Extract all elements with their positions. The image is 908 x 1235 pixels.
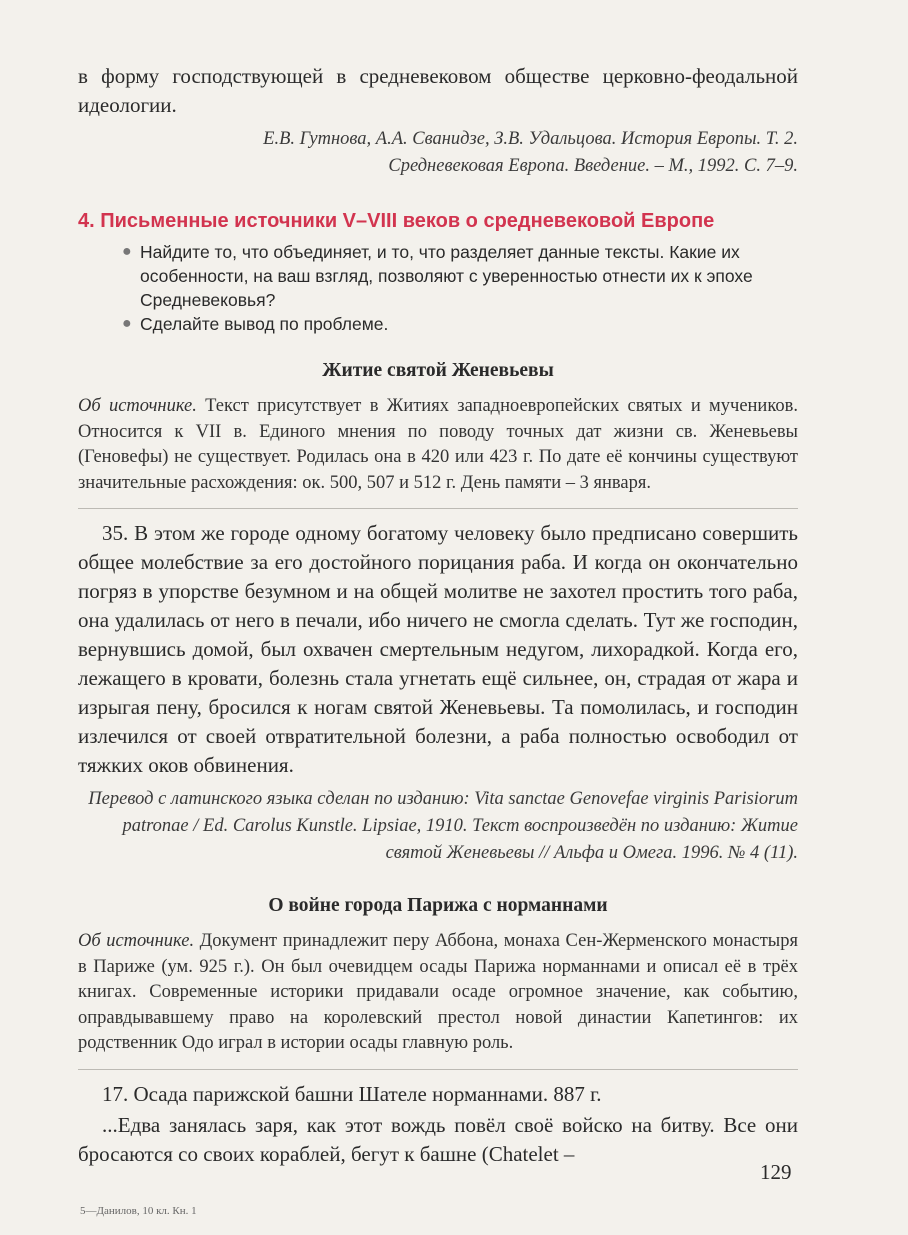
task-text: Сделайте вывод по проблеме.	[140, 314, 389, 334]
source2-about	[78, 929, 798, 1057]
section-heading: 4. Письменные источники V–VIII веков о средневековой Европе	[78, 210, 715, 232]
source2-title: О войне города Парижа с норманнами	[268, 895, 608, 916]
source1-about-lead: Об источнике.	[78, 396, 197, 416]
bullet-icon: ●	[122, 243, 132, 260]
task-item	[122, 240, 798, 312]
footer-note: 5—Данилов, 10 кл. Кн. 1	[80, 1205, 197, 1217]
divider	[78, 508, 798, 509]
intro-citation-line1: Е.В. Гутнова, А.А. Сванидзе, З.В. Удальцова. История Европы. Т. 2.	[263, 129, 798, 149]
divider	[78, 1069, 798, 1070]
source1-about	[78, 394, 798, 496]
source1-citation: Перевод с латинского языка сделан по изданию: Vita sanctae Genovefae virginis Parisiorum patronae / Ed. Carolus Kunstle. Lipsiae, 1910. Текст воспроизведён по изданию: Житие святой Женевьевы // Альфа и Омега. 1996. № 4 (11).	[88, 789, 798, 863]
source2-subheading: 17. Осада парижской башни Шателе норманнами. 887 г.	[102, 1081, 602, 1106]
source2-about-lead: Об источнике.	[78, 931, 195, 951]
task-text: Найдите то, что объединяет, и то, что разделяет данные тексты. Какие их особенности, на ваш взгляд, позволяют с уверенностью отнести их к эпохе Средневековья?	[140, 242, 753, 310]
intro-citation-line2: Средневековая Европа. Введение. – М., 1992. С. 7–9.	[388, 156, 798, 176]
source2-about-text: Документ принадлежит перу Аббона, монаха Сен-Жерменского монастыря в Париже (ум. 925 г.). Он был очевидцем осады Парижа норманнами и описал её в трёх книгах. Современные историки придавали осаде огромное значение, как событию, оправдывавшему право на королевский престол новой династии Капетингов: их родственник Одо играл в истории осады главную роль.	[78, 931, 798, 1053]
page-number: 129	[760, 1160, 792, 1184]
bullet-icon: ●	[122, 315, 132, 332]
page-content	[78, 62, 798, 1169]
source2-paragraph: ...Едва занялась заря, как этот вождь повёл своё войско на битву. Все они бросаются со своих кораблей, бегут к башне (Chatelet –	[78, 1112, 798, 1166]
source1-title: Житие святой Женевьевы	[322, 360, 554, 381]
intro-text: в форму господствующей в средневековом обществе церковно-феодальной идеологии.	[78, 64, 798, 117]
source1-about-text: Текст присутствует в Житиях западноевропейских святых и мучеников. Относится к VII в. Единого мнения по поводу точных дат жизни св. Женевьевы (Геновефы) не существует. Родилась она в 420 или 423 г. По дате её кончины существуют значительные расхождения: ок. 500, 507 и 512 г. День памяти – 3 января.	[78, 396, 798, 493]
intro-citation	[78, 126, 798, 180]
task-list	[122, 240, 798, 336]
source1-paragraph: 35. В этом же городе одному богатому человеку было предписано совершить общее молебствие за его достойного порицания раба. И когда он окончательно погряз в упорстве безумном и на общей молитве не захотел простить того раба, она удалилась от него в печали, ибо ничего не смогла сделать. Тут же господин, вернувшись домой, был охвачен смертельным недугом, лихорадкой. Когда его, лежащего в кровати, болезнь стала угнетать ещё сильнее, он, страдая от жара и изрыгая пену, бросился к ногам святой Женевьевы. Та помолилась, и господин излечился от своей отвратительной болезни, а раба полностью освободил от тяжких оков обвинения.	[78, 521, 798, 777]
task-item	[122, 312, 798, 336]
